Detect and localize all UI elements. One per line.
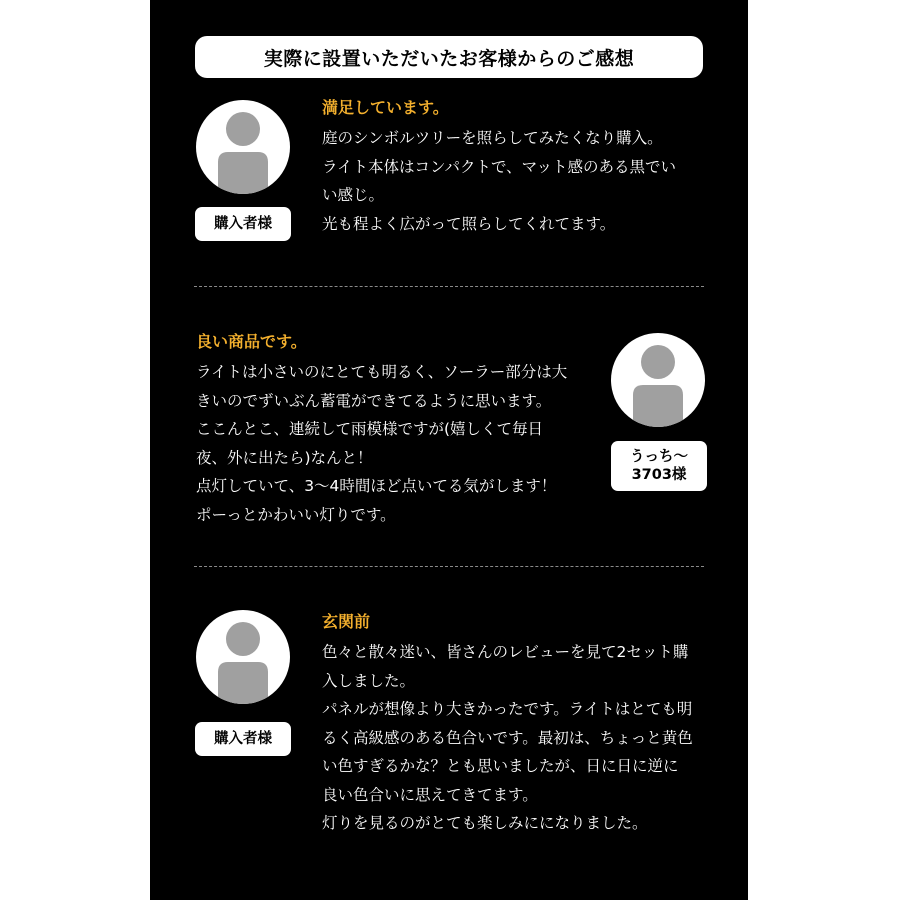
review-text-line: 色々と散々迷い、皆さんのレビューを見て2セット購 xyxy=(322,643,689,661)
review-text-line: 良い色合いに思えてきてます。 xyxy=(322,785,538,804)
review-3 xyxy=(322,612,693,838)
review-text-line: 入しました。 xyxy=(322,671,416,690)
reviewer-name-line: 3703様 xyxy=(631,467,687,483)
review-text-line: 点灯していて、3〜4時間ほど点いてる気がします！ xyxy=(196,477,557,495)
review-title: 満足しています。 xyxy=(322,98,449,117)
reviewer-name: 購入者様 xyxy=(214,731,272,747)
review-text-line: パネルが想像より大きかったです。ライトはとても明 xyxy=(322,700,693,718)
reviewer-badge xyxy=(195,207,291,241)
review-text-line: 灯りを見るのがとても楽しみにになりました。 xyxy=(322,814,648,832)
review-title: 良い商品です。 xyxy=(196,332,307,351)
reviewer-badge xyxy=(195,722,291,756)
review-text-line: 光も程よく広がって照らしてくれてます。 xyxy=(322,214,616,233)
section-title-text: 実際に設置いただいたお客様からのご感想 xyxy=(263,47,635,70)
review-text-line: 夜、外に出たら)なんと！ xyxy=(196,448,373,467)
review-title: 玄関前 xyxy=(322,612,371,631)
reviewer-name-line: うっち〜 xyxy=(630,449,688,465)
review-text-line: きいのでずいぶん蓄電ができてるように思います。 xyxy=(196,391,552,410)
review-text-line: ここんとこ、連続して雨模様ですが(嬉しくて毎日 xyxy=(196,420,544,438)
review-text-line: ポーっとかわいい灯りです。 xyxy=(196,505,396,524)
review-text-line: い感じ。 xyxy=(322,186,385,204)
review-text-line: 庭のシンボルツリーを照らしてみたくなり購入。 xyxy=(322,129,663,147)
dashed-divider xyxy=(194,286,704,287)
review-2 xyxy=(196,332,567,529)
review-text-line: ライト本体はコンパクトで、マット感のある黒でい xyxy=(322,157,677,176)
user-avatar-icon xyxy=(611,333,705,427)
review-1 xyxy=(322,98,676,238)
user-avatar-icon xyxy=(196,100,290,194)
review-text-line: ライトは小さいのにとても明るく、ソーラー部分は大 xyxy=(196,363,568,381)
reviewer-badge xyxy=(611,441,707,491)
review-text-line: い色すぎるかな？とも思いましたが、日に日に逆に xyxy=(322,757,679,775)
reviewer-name: 購入者様 xyxy=(214,216,272,232)
user-avatar-icon xyxy=(196,610,290,704)
review-text-line: るく高級感のある色合いです。最初は、ちょっと黄色 xyxy=(322,728,693,747)
dashed-divider xyxy=(194,566,704,567)
section-title xyxy=(195,36,703,78)
reviews-panel xyxy=(150,0,748,900)
